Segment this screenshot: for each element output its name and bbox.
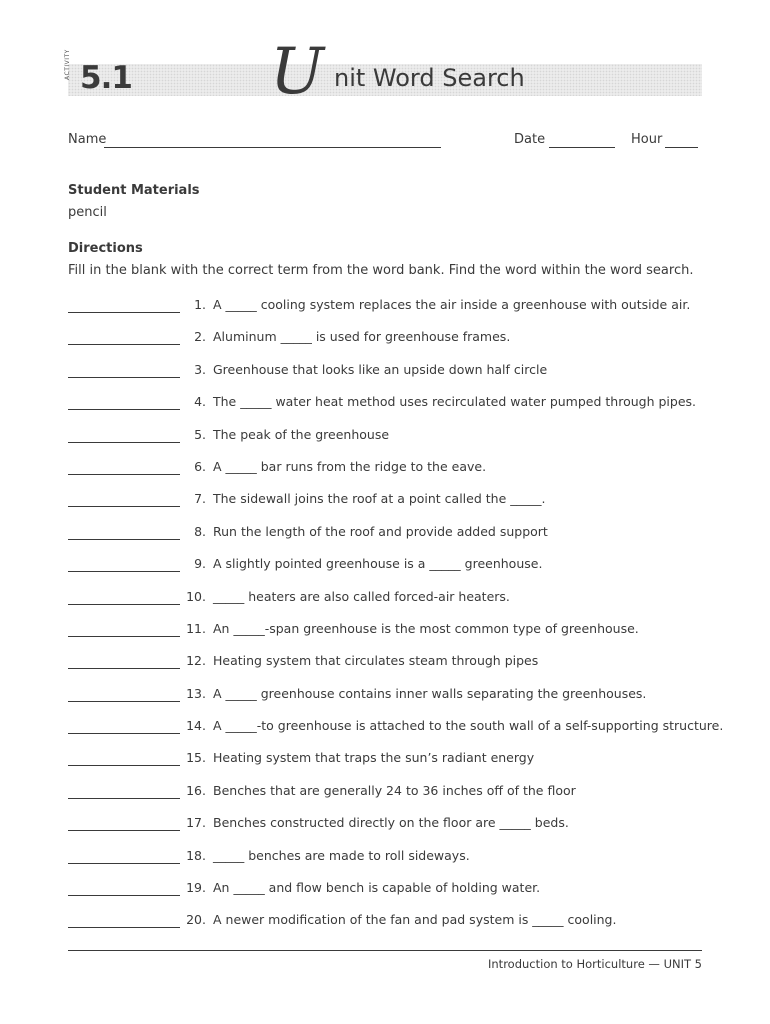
question-number: 2. xyxy=(194,329,206,345)
question-row xyxy=(68,296,708,328)
answer-blank[interactable] xyxy=(68,927,180,928)
question-text: _____ benches are made to roll sideways. xyxy=(213,847,470,863)
question-row xyxy=(68,879,708,911)
directions-heading: Directions xyxy=(68,241,143,256)
question-text: Greenhouse that looks like an upside down half circle xyxy=(213,361,548,377)
hour-field[interactable] xyxy=(665,147,698,148)
answer-blank[interactable] xyxy=(68,668,180,669)
question-row xyxy=(68,685,708,717)
question-row xyxy=(68,426,708,458)
question-row xyxy=(68,717,724,749)
activity-number: 5.1 xyxy=(80,60,132,96)
question-row xyxy=(68,749,708,781)
question-number: 5. xyxy=(194,426,206,442)
question-text: The peak of the greenhouse xyxy=(213,426,390,442)
answer-blank[interactable] xyxy=(68,733,180,734)
question-text: Run the length of the roof and provide added support xyxy=(213,523,548,539)
question-number: 20. xyxy=(186,912,206,928)
answer-blank[interactable] xyxy=(68,604,180,605)
question-number: 19. xyxy=(186,880,206,896)
question-number: 14. xyxy=(186,718,206,734)
question-number: 18. xyxy=(186,847,206,863)
question-row xyxy=(68,620,708,652)
question-text: Heating system that traps the sun’s radiant energy xyxy=(213,750,535,766)
answer-blank[interactable] xyxy=(68,571,180,572)
question-row xyxy=(68,490,708,522)
question-number: 6. xyxy=(194,458,206,474)
answer-blank[interactable] xyxy=(68,474,180,475)
activity-label: ACTIVITY xyxy=(64,49,71,80)
question-text: An _____ and flow bench is capable of holding water. xyxy=(213,880,541,896)
question-row xyxy=(68,328,708,360)
question-text: Aluminum _____ is used for greenhouse frames. xyxy=(213,329,511,345)
question-number: 12. xyxy=(186,653,206,669)
question-row xyxy=(68,814,708,846)
name-label: Name xyxy=(68,132,107,147)
question-number: 7. xyxy=(194,491,206,507)
answer-blank[interactable] xyxy=(68,409,180,410)
question-row xyxy=(68,361,708,393)
question-number: 17. xyxy=(186,815,206,831)
footer-text: Introduction to Horticulture — UNIT 5 xyxy=(488,957,702,971)
question-row xyxy=(68,523,708,555)
name-field[interactable] xyxy=(104,147,441,148)
question-row xyxy=(68,782,708,814)
question-text: A _____ greenhouse contains inner walls separating the greenhouses. xyxy=(213,685,647,701)
hour-label: Hour xyxy=(631,132,663,147)
title-initial: U xyxy=(270,35,324,109)
question-row xyxy=(68,458,708,490)
question-number: 1. xyxy=(194,297,206,312)
question-list xyxy=(68,296,724,944)
question-text: A _____ bar runs from the ridge to the eave. xyxy=(213,458,487,474)
answer-blank[interactable] xyxy=(68,312,180,313)
question-row xyxy=(68,847,708,879)
materials-heading: Student Materials xyxy=(68,183,200,198)
question-number: 13. xyxy=(186,685,206,701)
answer-blank[interactable] xyxy=(68,506,180,507)
question-text: A _____ cooling system replaces the air inside a greenhouse with outside air. xyxy=(213,297,691,312)
date-field[interactable] xyxy=(549,147,615,148)
question-text: A slightly pointed greenhouse is a _____ greenhouse. xyxy=(213,556,543,572)
answer-blank[interactable] xyxy=(68,539,180,540)
answer-blank[interactable] xyxy=(68,830,180,831)
directions-text: Fill in the blank with the correct term from the word bank. Find the word within the word search. xyxy=(68,263,694,278)
question-row xyxy=(68,652,708,684)
question-text: An _____-span greenhouse is the most common type of greenhouse. xyxy=(213,620,639,636)
question-text: Benches constructed directly on the floor are _____ beds. xyxy=(213,815,569,831)
page-title: nit Word Search xyxy=(334,64,525,92)
answer-blank[interactable] xyxy=(68,701,180,702)
answer-blank[interactable] xyxy=(68,442,180,443)
question-number: 8. xyxy=(194,523,206,539)
question-text: A _____-to greenhouse is attached to the south wall of a self-supporting structure. xyxy=(213,718,724,734)
answer-blank[interactable] xyxy=(68,895,180,896)
question-text: The sidewall joins the roof at a point called the _____. xyxy=(213,491,546,507)
materials-item: pencil xyxy=(68,205,107,220)
question-number: 16. xyxy=(186,782,206,798)
answer-blank[interactable] xyxy=(68,636,180,637)
answer-blank[interactable] xyxy=(68,344,180,345)
answer-blank[interactable] xyxy=(68,765,180,766)
question-text: Benches that are generally 24 to 36 inches off of the floor xyxy=(213,782,576,798)
date-label: Date xyxy=(514,132,546,147)
question-text: Heating system that circulates steam through pipes xyxy=(213,653,539,669)
question-number: 3. xyxy=(194,361,206,377)
question-row xyxy=(68,911,708,943)
question-number: 4. xyxy=(194,394,206,410)
question-number: 15. xyxy=(186,750,206,766)
question-text: A newer modification of the fan and pad system is _____ cooling. xyxy=(213,912,617,928)
question-number: 11. xyxy=(186,620,206,636)
question-row xyxy=(68,393,708,425)
question-number: 10. xyxy=(186,588,206,604)
question-text: _____ heaters are also called forced-air heaters. xyxy=(213,588,510,604)
answer-blank[interactable] xyxy=(68,377,180,378)
question-text: The _____ water heat method uses recirculated water pumped through pipes. xyxy=(213,394,696,410)
question-row xyxy=(68,555,708,587)
answer-blank[interactable] xyxy=(68,863,180,864)
answer-blank[interactable] xyxy=(68,798,180,799)
footer-divider xyxy=(68,950,702,951)
question-number: 9. xyxy=(194,556,206,572)
question-row xyxy=(68,588,708,620)
